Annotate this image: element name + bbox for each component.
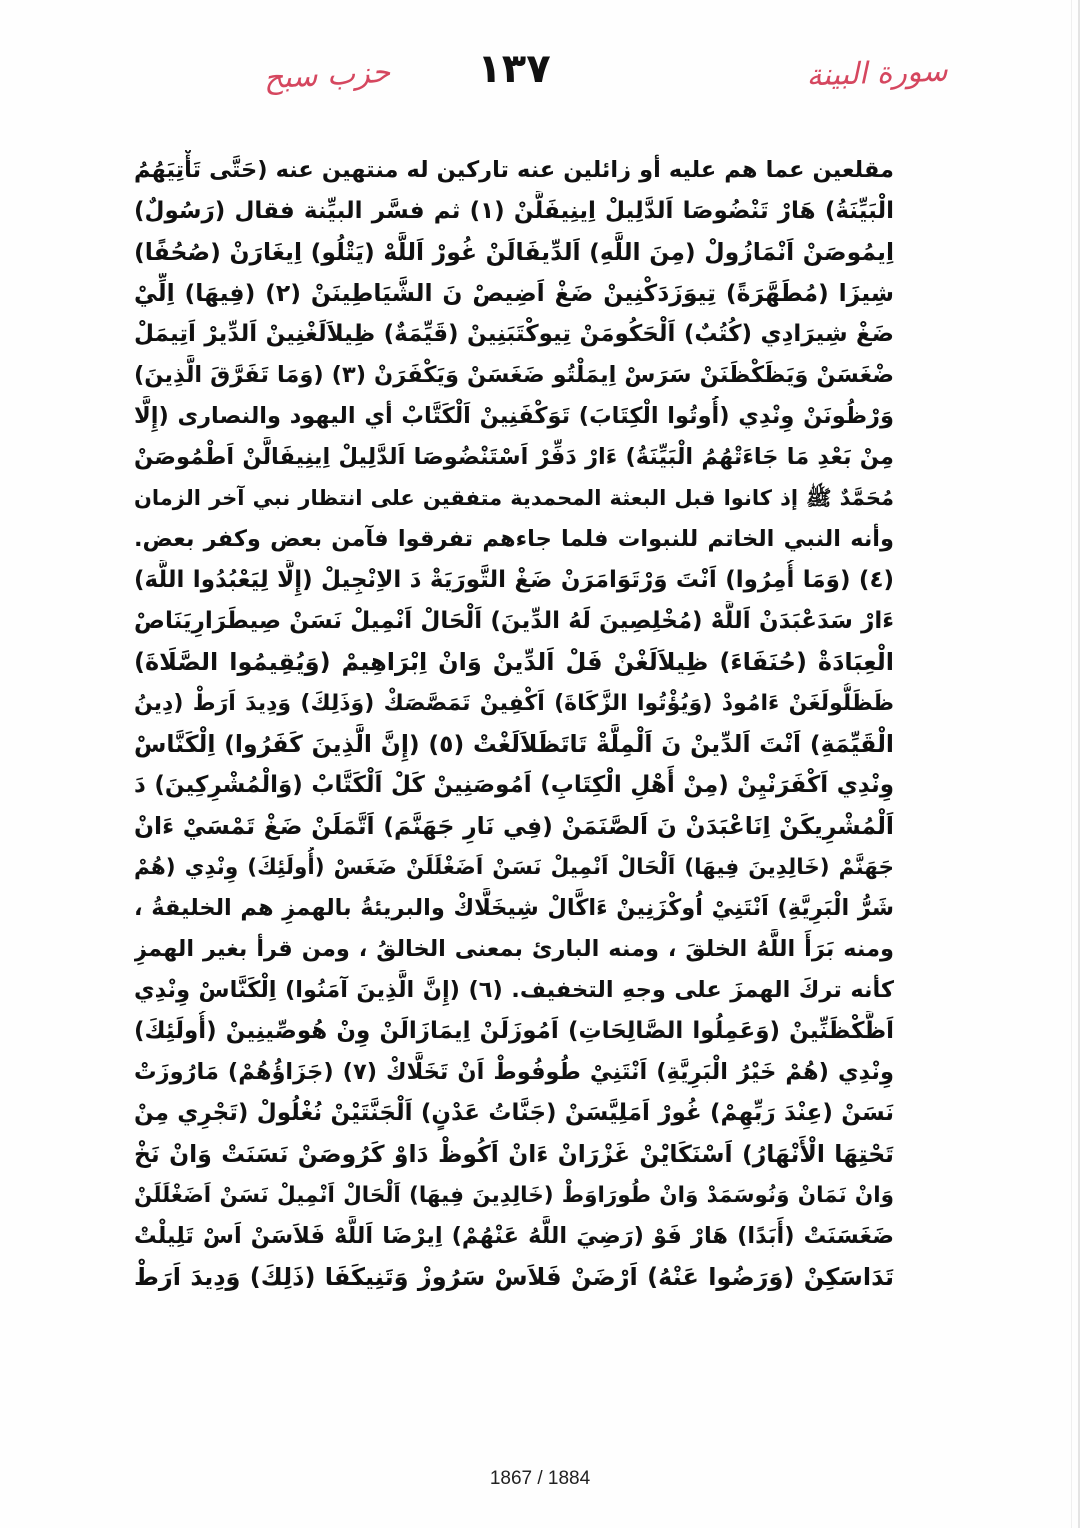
text-line: اَظَّكْظَنِّينْ (وَعَمِلُوا الصَّالِحَاتِ) اَمُوزَلَنْ اِيمَازَالَنْ وِنْ هُوصِّينِينْ (أُولَئِكَ): [134, 1018, 894, 1044]
page-edge-divider: [1071, 0, 1072, 1528]
text-line: وِنْدِي (هُمْ خَيْرُ الْبَرِيَّةِ) اَنْتَنِيْ طُوفُوطْ اَنْ تَخَلَّاكْ (٧) (جَزَاؤُهُمْ) مَارُوزَتْ: [134, 1059, 894, 1085]
hizb-handwritten-note: حزب سبح: [262, 54, 392, 97]
text-line: تَدَاسَكِنْ (وَرَضُوا عَنْهُ) اَرْضَنْ فَلاَسْ سَرُوزْ وَتَنِيكَفَا (ذَلِكَ) وَدِيدَ اَرَطْ: [134, 1263, 894, 1291]
text-line: الْبَيِّنَةُ) هَارْ تَنْضُوصَا اَلدَّلِيلْ اِينِيفَلَّنْ (١) ثم فسَّر البيِّنة فقال (رَسُولٌ): [134, 198, 894, 224]
text-line: وَرْظُونَنْ وِنْدِي (أُوتُوا الْكِتَابَ) تَوَكْفَنِينْ اَلْكَتَّابْ أي اليهود والنصارى (إِلَّا: [134, 403, 894, 429]
text-line: جَهَنَّمْ (خَالِدِينَ فِيهَا) اَلْحَالْ اَنْمِيلْ نَسَنْ اَضَغْلَلَنْ ضَغَسْ (أُولَئِكَ) وِنْدِي (هُمْ: [134, 855, 894, 880]
text-line: وَانْ نَمَانْ وَنُوسَمَدْ وَانْ طُورَاوَطْ (خَالِدِينَ فِيهَا) اَلْحَالْ اَنْمِيلْ نَسَنْ اَضَغْلَلَنْ: [134, 1183, 894, 1208]
page-header: [0, 40, 1080, 120]
text-line: (٤) (وَمَا أُمِرُوا) اَنْتَ وَرْتَوَامَرَنْ ضَغْ التَّورَيَةْ دَ الاِنْجِيلْ (إِلَّا لِيَعْبُدُوا اللَّهَ): [134, 567, 894, 593]
text-line: اَلْمُشْرِيكَنْ اِنَاعْبَدَنْ نَ اَلصَّنَمَنْ (فِي نَارِ جَهَنَّمَ) اَتَّمَلَنْ ضَغْ تَمْسَيْ ءَانْ: [134, 812, 894, 840]
text-line: ءَارْ سَدَعْبَدَنْ اَللَّهْ (مُخْلِصِينَ لَهُ الدِّينَ) اَلْحَالْ اَنْمِيلْ نَسَنْ صِيطَرَارِيَنَاصْ: [134, 608, 894, 634]
text-line: وأنه النبي الخاتم للنبوات فلما جاءهم تفرقوا فآمن بعض وكفر بعض.: [134, 526, 894, 552]
page-indicator: 1867 / 1884: [489, 1468, 591, 1489]
text-line: ظَظَلُّولَغَنْ ءَامُودْ (وَيُؤْتُوا الزَّكَاةَ) اَكْفِينْ تَمَصَّصَكْ (وَذَلِكَ) وَدِيدَ اَرَطْ (دِينُ: [134, 691, 894, 716]
text-line: تَحْتِهَا الْأَنْهَارُ) اَسْنَكَايْنْ غَزْرَانْ ءَانْ اَكُوظْ دَاوْ كَرُوصَنْ نَسَنَتْ وَانْ نَخْ: [134, 1140, 894, 1168]
text-line: مُحَمَّدٌ ﷺ إذ كانوا قبل البعثة المحمدية متفقين على انتظار نبي آخر الزمان: [134, 486, 894, 510]
text-line: ضَغْ شِيرَادِي (كُتُبٌ) اَلْحَكُومَنْ تِيوكْتَبَنِينْ (قَيِّمَةٌ) ظِيلاَلَغْنِينْ اَلدِّيرْ اَتِيمَلْ: [134, 321, 894, 347]
surah-name-handwritten-note: سورة البينة: [805, 53, 949, 94]
text-line: وِنْدِي اَكْفَرَنْيِنْ (مِنْ أَهْلِ الْكِتَابِ) اَمُوصَنِينْ كَلْ اَلْكَتَّابْ (وَالْمُشْرِكِينَ) دَ: [134, 772, 894, 798]
text-line: مقلعين عما هم عليه أو زائلين عنه تاركين له منتهين عنه (حَتَّى تَأْتِيَهُمُ: [134, 157, 894, 183]
page-number: ١٣٧: [477, 46, 551, 92]
text-line: ومنه بَرَأَ اللَّهُ الخلقَ ، ومنه البارئ بمعنى الخالقُ ، ومن قرأ بغير الهمزِ: [134, 936, 894, 962]
text-line: الْعِبَادَةْ (حُنَفَاءَ) ظِيلاَلَغْنْ فَلْ اَلدِّينْ وَانْ اِبْرَاهِيمْ (وَيُقِيمُوا الصَّلَاةَ): [134, 648, 894, 676]
text-line: ضَغَسَنَتْ (أَبَدًا) هَارْ فَوْ (رَضِيَ اللَّهُ عَنْهُمْ) اِيرْضَا اَللَّهْ فَلاَسَنْ اَسْ تَلِيلْتْ: [134, 1223, 894, 1249]
text-line: شَرُّ الْبَرِيَّةِ) اَنْتَنِيْ اُوكْزَنِينْ ءَاكَّالْ شِيخَلَّاكْ والبريئةُ بالهمزِ هم الخليقةُ ،: [134, 895, 894, 921]
text-line: مِنْ بَعْدِ مَا جَاءَتْهُمُ الْبَيِّنَةُ) ءَارْ دَفِّرْ اَسْتَنْضُوصَا اَلدَّلِيلْ اِينِيفَالَّنْ اَطْمُوصَنْ: [134, 444, 894, 470]
text-line: ضْغَسَنْ وَيَظَكْظَنَنْ سَرَسْ اِيمَلْتُو ضَغَسَنْ وَيَكْفَرَنْ (٣) (وَمَا تَفَرَّقَ الَّذِينَ): [134, 362, 894, 388]
text-line: اِيمُوصَنْ اَنْمَازُولْ (مِنَ اللَّهِ) اَلدِّيفَالَنْ غُورْ اَللَّهْ (يَتْلُو) اِيغَارَنْ (صُحُفًا): [134, 238, 894, 266]
text-line: شِيزَا (مُطَهَّرَةً) تِيوَزَدَكْنِينْ ضَغْ اَضِيصْ نَ الشَّيَاطِينَنْ (٢) (فِيهَا) اِلِّيْ: [134, 279, 894, 307]
text-line: الْقَيِّمَةِ) اَنْتَ اَلدِّينْ نَ اَلْمِلَّةْ تَاتَظَلاَلَغْتْ (٥) (إِنَّ الَّذِينَ كَفَرُوا) اِلْكَنَّاسْ: [134, 730, 894, 758]
text-line: كأنه تركَ الهمزَ على وجهِ التخفيف. (٦) (إِنَّ الَّذِينَ آمَنُوا) اِلْكَنَّاسْ وِنْدِي: [134, 977, 894, 1003]
commentary-text-block: [134, 150, 894, 1380]
text-line: نَسَنْ (عِنْدَ رَبِّهِمْ) غُورْ اَمَلِيَّسَنْ (جَنَّاتُ عَدْنٍ) اَلْجَنَّتَيْنْ نُغْلُولْ (تَجْرِي مِنْ: [134, 1100, 894, 1126]
